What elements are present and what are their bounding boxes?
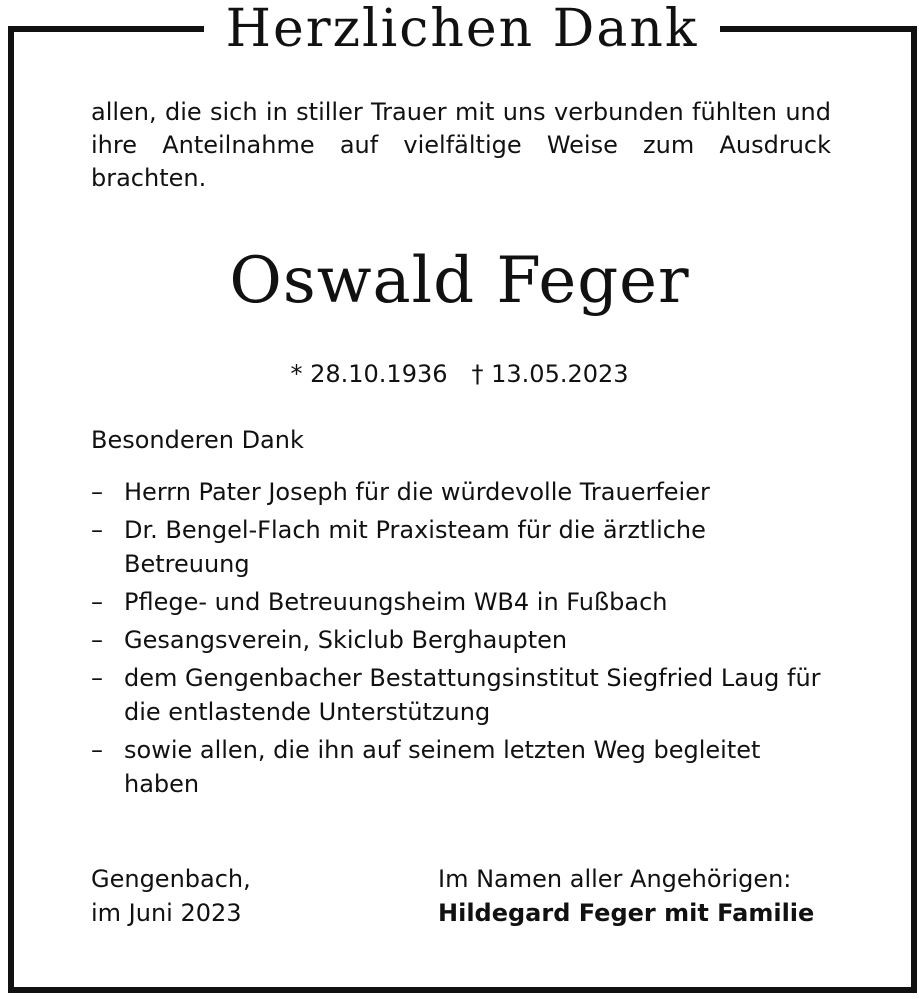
list-dash: – (91, 516, 103, 544)
thanks-heading: Besonderen Dank (91, 426, 304, 454)
notice-headline: Herzlichen Dank (225, 0, 699, 59)
list-item (91, 513, 831, 581)
list-item-text: Pflege- und Betreuungsheim WB4 in Fußbach (124, 588, 668, 616)
place-date-block (91, 862, 251, 930)
deceased-name: Oswald Feger (229, 244, 690, 318)
list-item-text: Dr. Bengel-Flach mit Praxisteam für die ärztliche Betreuung (124, 516, 706, 578)
list-dash: – (91, 626, 103, 654)
place-text: Gengenbach, (91, 865, 251, 893)
death-date: † 13.05.2023 (471, 360, 629, 388)
list-dash: – (91, 588, 103, 616)
on-behalf-text: Im Namen aller Angehörigen: (438, 865, 792, 893)
birth-date: * 28.10.1936 (290, 360, 448, 388)
list-item (91, 661, 831, 729)
list-item (91, 733, 831, 801)
list-dash: – (91, 736, 103, 764)
list-item (91, 585, 831, 619)
intro-text: allen, die sich in stiller Trauer mit uns verbunden fühlten und ihre Anteilnahme auf vielfältige Weise zum Ausdruck brachten. (91, 98, 831, 192)
list-item-text: Herrn Pater Joseph für die würdevolle Trauerfeier (124, 478, 710, 506)
list-dash: – (91, 478, 103, 506)
list-item (91, 475, 831, 509)
signature-block (438, 862, 814, 930)
list-item-text: sowie allen, die ihn auf seinem letzten Weg begleitet haben (124, 736, 761, 798)
family-signature: Hildegard Feger mit Familie (438, 899, 815, 927)
date-text: im Juni 2023 (91, 899, 242, 927)
list-item-text: Gesangsverein, Skiclub Berghaupten (124, 626, 568, 654)
life-dates (0, 357, 919, 391)
frame-top-line-left (8, 26, 204, 32)
list-item-text: dem Gengenbacher Bestattungsinstitut Siegfried Laug für die entlastende Unterstützung (124, 664, 821, 726)
list-dash: – (91, 664, 103, 692)
list-item (91, 623, 831, 657)
thanks-list (91, 475, 831, 805)
frame-top-line-right (720, 26, 911, 32)
